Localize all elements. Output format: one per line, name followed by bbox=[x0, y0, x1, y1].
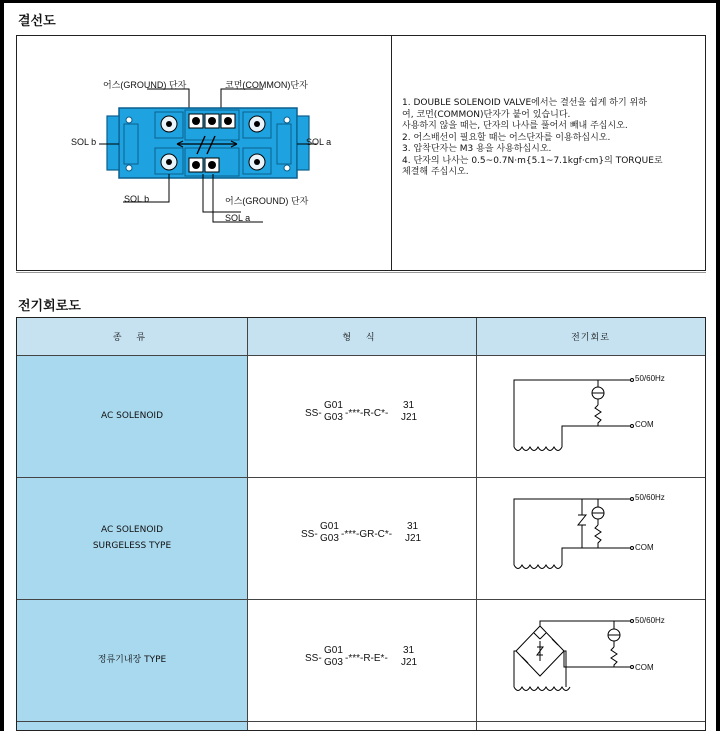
ground-terminal-label-bottom: 어스(GROUND) 단자 bbox=[225, 196, 309, 206]
section-separator bbox=[16, 272, 706, 273]
note-line: 체결해 주십시오. bbox=[402, 167, 469, 177]
circuit-diagram-surgeless bbox=[476, 477, 705, 599]
circuit-section-title: 전기회로도 bbox=[18, 299, 81, 314]
note-line: 여, 코먼(COMMON)단자가 붙어 있습니다. bbox=[402, 109, 571, 120]
model-code-row3: SS- G01 G03 -***-R-E*- 31 J21 bbox=[305, 645, 418, 668]
type-label: AC SOLENOID bbox=[100, 411, 164, 421]
window-frame-left bbox=[0, 0, 4, 731]
note-line: 1. DOUBLE SOLENOID VALVE에서는 결선을 쉽게 하기 위하 bbox=[402, 98, 647, 108]
wiring-box-divider bbox=[391, 36, 392, 270]
header-circuit: 전기회로 bbox=[476, 318, 705, 355]
sol-a-bottom-label: SOL a bbox=[225, 213, 251, 223]
grid-line bbox=[17, 721, 705, 722]
type-label: 정류기내장 TYPE bbox=[97, 655, 167, 665]
row-type-next bbox=[17, 721, 247, 731]
com-label: COM bbox=[635, 663, 654, 672]
header-type: 종 류 bbox=[17, 318, 247, 355]
wiring-section-title: 결선도 bbox=[18, 14, 56, 29]
type-label-sub: SURGELESS TYPE bbox=[92, 541, 172, 551]
row-type-ac-solenoid bbox=[17, 355, 247, 477]
freq-label: 50/60Hz bbox=[635, 616, 665, 625]
note-line: 3. 압착단자는 M3 용을 사용하십시오. bbox=[402, 144, 552, 154]
circuit-table bbox=[16, 317, 706, 731]
sol-b-bottom-label: SOL b bbox=[124, 194, 150, 204]
sol-a-right-label: SOL a bbox=[306, 137, 332, 147]
sol-b-left-label: SOL b bbox=[71, 137, 97, 147]
circuit-diagram-rectifier bbox=[476, 599, 705, 721]
wiring-notes bbox=[402, 98, 702, 179]
type-label: AC SOLENOID bbox=[100, 525, 164, 535]
window-frame-right bbox=[716, 0, 720, 731]
row-type-surgeless bbox=[17, 477, 247, 599]
ground-terminal-label-top: 어스(GROUND) 단자 bbox=[103, 80, 187, 90]
header-model: 형 식 bbox=[247, 318, 476, 355]
note-line: 4. 단자의 나사는 0.5~0.7N·m{5.1~7.1kgf·cm}의 TORQUE로 bbox=[402, 155, 663, 166]
note-line: 사용하지 않을 때는, 단자의 나사를 풀어서 빼내 주십시오. bbox=[402, 121, 628, 131]
model-code-row1: SS- G01 G03 -***-R-C*- 31 J21 bbox=[305, 400, 418, 423]
row-type-rectifier bbox=[17, 599, 247, 721]
common-terminal-label: 코먼(COMMON)단자 bbox=[225, 80, 308, 90]
valve-wiring-diagram bbox=[17, 36, 391, 272]
window-frame-top bbox=[0, 0, 720, 3]
com-label: COM bbox=[635, 543, 654, 552]
model-code-row2: SS- G01 G03 -***-GR-C*- 31 J21 bbox=[301, 521, 422, 544]
note-line: 2. 어스배선이 필요할 때는 어스단자를 이용하십시오. bbox=[402, 132, 611, 143]
grid-line bbox=[247, 318, 248, 730]
freq-label: 50/60Hz bbox=[635, 374, 665, 383]
freq-label: 50/60Hz bbox=[635, 493, 665, 502]
circuit-diagram-ac bbox=[476, 355, 705, 477]
com-label: COM bbox=[635, 420, 654, 429]
